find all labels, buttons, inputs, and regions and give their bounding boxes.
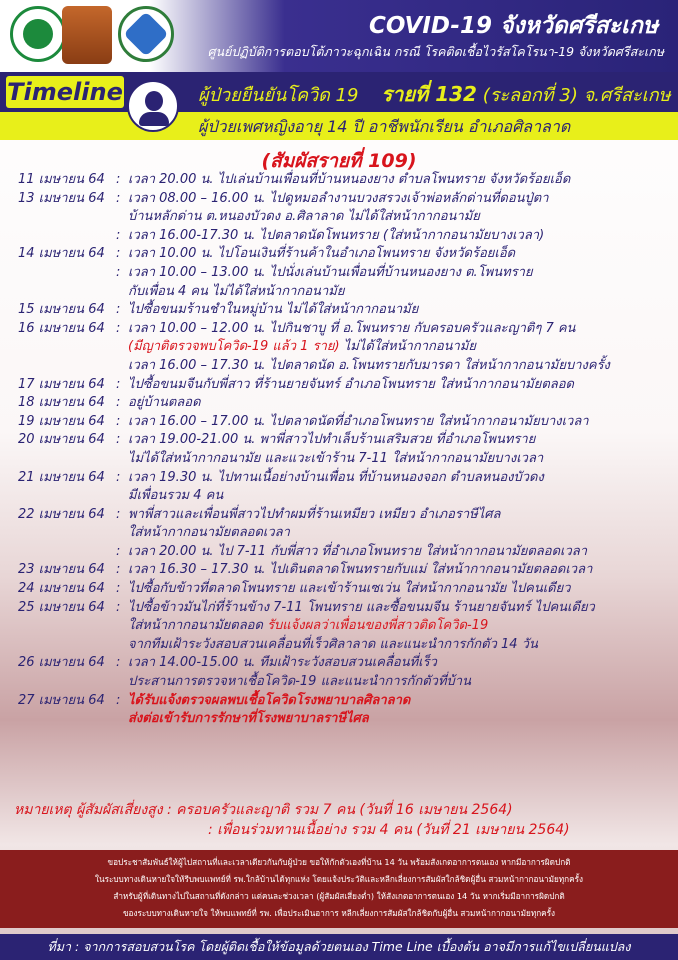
row-date: 22 เมษายน 64 <box>18 506 105 522</box>
timeline-row <box>0 450 678 469</box>
row-text-body: ไปซื้อกับข้าวที่ตลาดโพนทราย และเข้าร้านเซเว่น ใส่หน้ากากอนามัย ไปคนเดียว <box>128 581 571 597</box>
timeline-row <box>0 320 678 339</box>
row-text-body: เวลา 19.30 น. ไปทานเนื้อย่างบ้านเพื่อน ที่บ้านหนองจอก ตำบลหนองบัวดง <box>128 469 544 485</box>
timeline-row <box>0 636 678 655</box>
row-text <box>128 283 344 302</box>
footer-line-3: สำหรับผู้ที่เดินทางไปในสถานที่ดังกล่าว แต่คนละช่วงเวลา (ผู้สัมผัสเสี่ยงต่ำ) ให้สังเกตอาการตนเอง 14 วัน หากเริ่มมีอาการผิดปกติ <box>113 891 565 901</box>
row-text <box>128 394 201 413</box>
row-colon: : <box>116 264 121 280</box>
row-text-body: ไปซื้อข้าวมันไก่ที่ร้านข้าง 7-11 โพนทราย และซื้อขนมจีน ร้านยายจันทร์ ไปคนเดียว <box>128 599 595 615</box>
row-colon: : <box>116 599 121 615</box>
row-colon: : <box>116 246 121 262</box>
row-text-body: ไปซื้อขนมร้านชำในหมู่บ้าน ไม่ได้ใส่หน้ากากอนามัย <box>128 302 419 318</box>
timeline-row <box>0 580 678 599</box>
timeline-row <box>0 394 678 413</box>
row-text-body: เวลา 10.00 น. ไปโอนเงินที่ร้านค้าในอำเภอโพนทราย จังหวัดร้อยเอ็ด <box>128 246 516 262</box>
row-colon: : <box>116 320 121 336</box>
timeline-label: Timeline <box>7 78 123 106</box>
timeline-row <box>0 599 678 618</box>
timeline-row <box>0 654 678 673</box>
row-date: 17 เมษายน 64 <box>18 376 105 392</box>
row-text-body: เวลา 16.00 – 17.30 น. ไปตลาดนัด อ.โพนทรายกับมารดา ใส่หน้ากากอนามัยบางครั้ง <box>128 357 610 373</box>
row-date: 14 เมษายน 64 <box>18 246 105 262</box>
timeline-row <box>0 264 678 283</box>
row-text <box>128 543 587 562</box>
row-date: 20 เมษายน 64 <box>18 432 105 448</box>
source-note: ที่มา : จากการสอบสวนโรค โดยผู้ติดเชื้อให้ข้อมูลด้วยตนเอง Time Line เบื้องต้น อาจมีการแก้ไขเปลี่ยนแปลง <box>0 934 678 960</box>
moph-logo-icon <box>10 6 66 62</box>
row-text <box>128 171 570 190</box>
footer-line-4: ของระบบทางเดินหายใจ ให้พบแพทย์ที่ รพ. เพื่อประเมินอาการ หลีกเลี่ยงการสัมผัสใกล้ชิดกับผู้อื่น สวมหน้ากากอนามัยทุกครั้ง <box>122 908 556 918</box>
case-prefix: ผู้ป่วยยืนยันโควิด 19 <box>198 85 359 106</box>
row-text-body: เวลา 20.00 น. ไปเล่นบ้านเพื่อนที่บ้านหนองยาง ตำบลโพนทราย จังหวัดร้อยเอ็ด <box>128 172 571 187</box>
row-text-body: เวลา 10.00 – 12.00 น. ไปกินชาบู ที่ อ.โพนทราย กับครอบครัวและญาติๆ 7 คน <box>128 320 576 336</box>
timeline-row <box>0 283 678 302</box>
timeline-row <box>0 171 678 190</box>
row-date: 21 เมษายน 64 <box>18 469 105 485</box>
row-text <box>128 450 543 469</box>
row-date: 25 เมษายน 64 <box>18 599 105 615</box>
case-number: รายที่ 132 <box>381 82 477 106</box>
row-colon: : <box>116 506 121 522</box>
timeline-row <box>0 208 678 227</box>
timeline-row <box>0 431 678 450</box>
row-text-body: มีเพื่อนรวม 4 คน <box>128 488 224 504</box>
timeline-row <box>0 692 678 711</box>
timeline-list <box>0 171 678 729</box>
header-bar <box>0 0 678 72</box>
row-text-body: ไปซื้อขนมจีนกับพี่สาว ที่ร้านยายจันทร์ อำเภอโพนทราย ใส่หน้ากากอนามัยตลอด <box>128 376 574 392</box>
row-text <box>128 320 575 339</box>
advice-footer <box>0 850 678 928</box>
row-text-body: เวลา 20.00 น. ไป 7-11 กับพี่สาว ที่อำเภอโพนทราย ใส่หน้ากากอนามัยตลอดเวลา <box>128 543 588 559</box>
row-colon: : <box>116 432 121 448</box>
row-text-body: ประสานการตรวจหาเชื้อโควิด-19 และแนะนำการกักตัวที่บ้าน <box>128 674 471 690</box>
row-highlight: ได้รับแจ้งตรวจผลพบเชื้อโควิดโรงพยาบาลศิลาลาด <box>128 692 411 708</box>
row-date: 26 เมษายน 64 <box>18 655 105 671</box>
row-text-body: เวลา 14.00-15.00 น. ทีมเฝ้าระวังสอบสวนเคลื่อนที่เร็ว <box>128 655 437 671</box>
row-text <box>128 524 290 543</box>
row-text-body: เวลา 16.30 – 17.30 น. ไปเดินตลาดโพนทรายกับแม่ ใส่หน้ากากอนามัยตลอดเวลา <box>128 562 593 578</box>
timeline-row <box>0 710 678 729</box>
row-text-body: พาพี่สาวและเพื่อนพี่สาวไปทำผมที่ร้านเหมียว เหมียว อำเภอราษีไศล <box>128 506 501 522</box>
note-line-1: หมายเหตุ ผู้สัมผัสเสี่ยงสูง : ครอบครัวและญาติ รวม 7 คน (วันที่ 16 เมษายน 2564) <box>14 802 513 818</box>
row-text <box>128 599 595 618</box>
row-text <box>128 561 592 580</box>
row-text <box>128 245 515 264</box>
timeline-row <box>0 245 678 264</box>
row-date: 23 เมษายน 64 <box>18 562 105 578</box>
case-wave: (ระลอกที่ 3) <box>482 85 578 106</box>
row-date: 13 เมษายน 64 <box>18 190 105 206</box>
row-text <box>128 190 549 209</box>
row-date: 24 เมษายน 64 <box>18 581 105 597</box>
row-text-body: บ้านหลักด่าน ต.หนองบัวดง อ.ศิลาลาด ไม่ได้ใส่หน้ากากอนามัย <box>128 209 480 225</box>
contact-title: (สัมผัสรายที่ 109) <box>261 150 417 172</box>
row-colon: : <box>116 302 121 318</box>
row-text-body: เวลา 10.00 – 13.00 น. ไปนั่งเล่นบ้านเพื่อนที่บ้านหนองยาง ต.โพนทราย <box>128 264 533 280</box>
row-colon: : <box>116 692 121 708</box>
row-text <box>128 580 571 599</box>
page-subtitle: ศูนย์ปฏิบัติการตอบโต้ภาวะฉุกเฉิน กรณี โรคติดเชื้อไวรัสโคโรนา-19 จังหวัดศรีสะเกษ <box>207 44 664 59</box>
row-colon: : <box>116 395 121 411</box>
row-colon: : <box>116 172 121 187</box>
row-colon: : <box>116 190 121 206</box>
timeline-row <box>0 617 678 636</box>
row-highlight: รับแจ้งผลว่าเพื่อนของพี่สาวติดโควิด-19 <box>267 618 489 634</box>
page-title: COVID-19 จังหวัดศรีสะเกษ <box>368 13 658 39</box>
row-text-body: เวลา 19.00-21.00 น. พาพี่สาวไปทำเล็บร้านเสริมสวย ที่อำเภอโพนทราย <box>128 432 536 448</box>
row-date: 19 เมษายน 64 <box>18 413 105 429</box>
row-text <box>128 617 488 636</box>
row-text <box>128 654 437 673</box>
case-province: จ.ศรีสะเกษ <box>583 85 671 106</box>
timeline-row <box>0 543 678 562</box>
provincial-seal-icon <box>62 6 112 64</box>
row-highlight: ส่งต่อเข้ารับการรักษาที่โรงพยาบาลราษีไศล <box>128 711 369 727</box>
timeline-row <box>0 506 678 525</box>
timeline-row <box>0 338 678 357</box>
row-colon: : <box>116 413 121 429</box>
footer-line-2: ในระบบทางเดินหายใจให้รีบพบแพทย์ที่ รพ.ใกล้บ้านได้ทุกแห่ง โดยแจ้งประวัติและหลีกเลี่ยงการสัมผัสใกล้ชิดผู้อื่น สวมหน้ากากอนามัยทุกครั้ง <box>94 874 584 884</box>
row-text <box>128 506 501 525</box>
row-text <box>128 431 535 450</box>
row-colon: : <box>116 543 121 559</box>
row-text-body: จากทีมเฝ้าระวังสอบสวนเคลื่อนที่เร็วศิลาลาด และแนะนำการกักตัว 14 วัน <box>128 636 538 652</box>
row-text <box>128 227 544 246</box>
row-date: 11 เมษายน 64 <box>18 172 105 187</box>
row-highlight: (มีญาติตรวจพบโควิด-19 แล้ว 1 ราย) <box>128 339 340 355</box>
row-text <box>128 692 410 711</box>
row-colon: : <box>116 227 121 243</box>
timeline-row <box>0 227 678 246</box>
case-title <box>198 78 671 110</box>
patient-info: ผู้ป่วยเพศหญิงอายุ 14 ปี อาชีพนักเรียน อำเภอศิลาลาด <box>198 117 571 136</box>
row-date: 27 เมษายน 64 <box>18 692 105 708</box>
row-text-body: เวลา 08.00 – 16.00 น. ไปดูหมอลำงานบวงสรวงเจ้าพ่อหลักด่านที่ดอนปู่ตา <box>128 190 549 206</box>
timeline-row <box>0 376 678 395</box>
row-text <box>128 469 544 488</box>
female-patient-icon <box>127 80 179 132</box>
row-colon: : <box>116 562 121 578</box>
footer-line-1: ขอประชาสัมพันธ์ให้ผู้ไปสถานที่และเวลาเดียวกันกับผู้ป่วย ขอให้กักตัวเองที่บ้าน 14 วัน พร้อมสังเกตอาการตนเอง หากมีอาการผิดปกติ <box>107 857 571 867</box>
row-text <box>128 673 471 692</box>
row-colon: : <box>116 376 121 392</box>
row-text <box>128 338 476 357</box>
row-text-body: ไม่ได้ใส่หน้ากากอนามัย <box>339 339 477 355</box>
row-text <box>128 487 223 506</box>
row-text-body: ไม่ได้ใส่หน้ากากอนามัย และแวะเข้าร้าน 7-11 ใส่หน้ากากอนามัยบางเวลา <box>128 450 544 466</box>
row-text-body: ใส่หน้ากากอนามัยตลอดเวลา <box>128 525 290 541</box>
row-date: 18 เมษายน 64 <box>18 395 105 411</box>
row-text <box>128 357 610 376</box>
risk-note <box>0 800 678 840</box>
timeline-row <box>0 524 678 543</box>
row-text-body: เวลา 16.00 – 17.00 น. ไปตลาดนัดที่อำเภอโพนทราย ใส่หน้ากากอนามัยบางเวลา <box>128 413 589 429</box>
row-text <box>128 413 589 432</box>
row-text-body: กับเพื่อน 4 คน ไม่ได้ใส่หน้ากากอนามัย <box>128 283 345 299</box>
row-date: 15 เมษายน 64 <box>18 302 105 318</box>
row-colon: : <box>116 655 121 671</box>
row-text <box>128 264 533 283</box>
row-text <box>128 208 480 227</box>
timeline-row <box>0 357 678 376</box>
row-text <box>128 301 418 320</box>
timeline-row <box>0 487 678 506</box>
timeline-row <box>0 469 678 488</box>
timeline-row <box>0 673 678 692</box>
row-text-body: ใส่หน้ากากอนามัยตลอด <box>128 618 268 634</box>
row-date: 16 เมษายน 64 <box>18 320 105 336</box>
row-colon: : <box>116 581 121 597</box>
ssk-logo-icon <box>118 6 174 62</box>
timeline-row <box>0 561 678 580</box>
timeline-row <box>0 413 678 432</box>
row-text-body: เวลา 16.00-17.30 น. ไปตลาดนัดโพนทราย (ใส่หน้ากากอนามัยบางเวลา) <box>128 227 545 243</box>
timeline-row <box>0 301 678 320</box>
row-text <box>128 636 538 655</box>
row-colon: : <box>116 469 121 485</box>
row-text-body: อยู่บ้านตลอด <box>128 395 201 411</box>
row-text <box>128 710 369 729</box>
note-line-2: : เพื่อนร่วมทานเนื้อย่าง รวม 4 คน (วันที่ 21 เมษายน 2564) <box>208 822 570 838</box>
timeline-row <box>0 190 678 209</box>
row-text <box>128 376 574 395</box>
